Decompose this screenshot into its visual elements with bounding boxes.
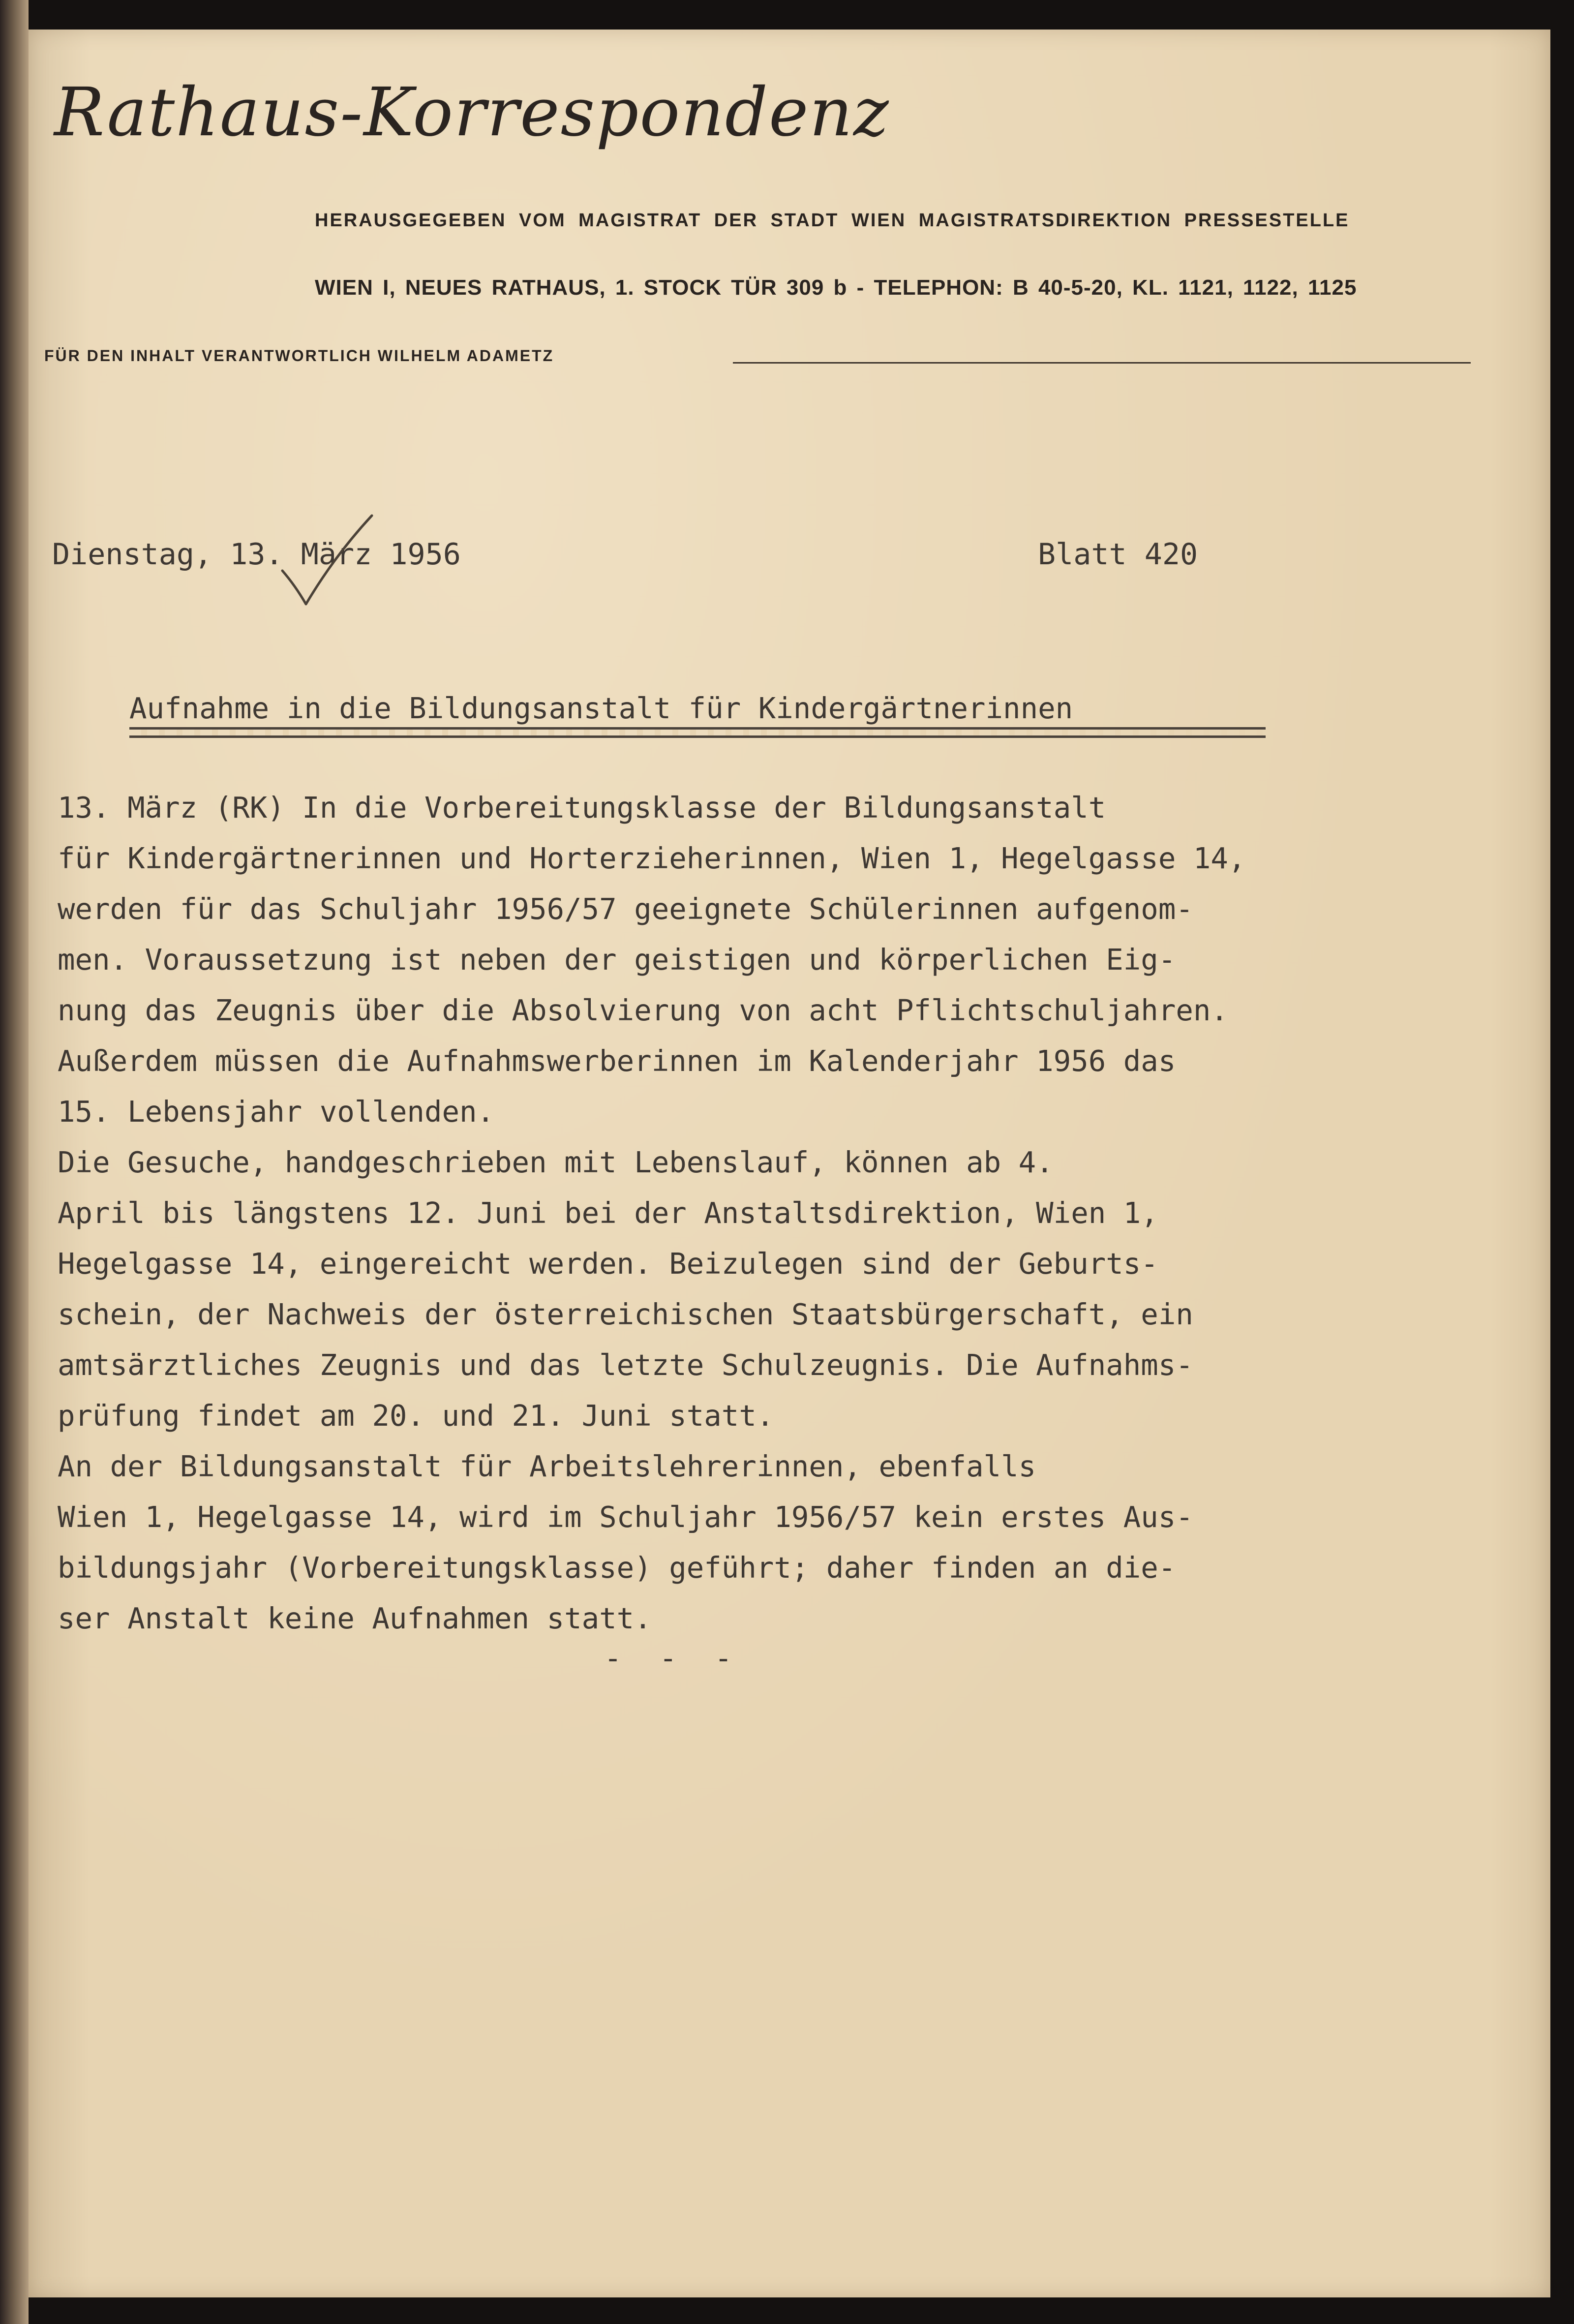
responsible-rule bbox=[733, 362, 1471, 364]
body-line: werden für das Schuljahr 1956/57 geeignete Schülerinnen aufgenom- bbox=[58, 892, 1193, 926]
date-line: Dienstag, 13. März 1956 bbox=[52, 537, 461, 572]
body-line: Wien 1, Hegelgasse 14, wird im Schuljahr 1956/57 kein erstes Aus- bbox=[58, 1500, 1193, 1534]
check-mark-icon bbox=[275, 512, 389, 615]
body-line: April bis längstens 12. Juni bei der Anstaltsdirektion, Wien 1, bbox=[58, 1196, 1158, 1230]
body-line: für Kindergärtnerinnen und Horterzieherinnen, Wien 1, Hegelgasse 14, bbox=[58, 841, 1246, 875]
body-line: An der Bildungsanstalt für Arbeitslehrerinnen, ebenfalls bbox=[58, 1449, 1036, 1483]
body-line: amtsärztliches Zeugnis und das letzte Schulzeugnis. Die Aufnahms- bbox=[58, 1348, 1193, 1382]
body-line: men. Voraussetzung ist neben der geistigen und körperlichen Eig- bbox=[58, 943, 1176, 977]
body-line: bildungsjahr (Vorbereitungsklasse) geführt; daher finden an die- bbox=[58, 1551, 1176, 1585]
body-line: Hegelgasse 14, eingereicht werden. Beizulegen sind der Geburts- bbox=[58, 1247, 1158, 1281]
body-line: ser Anstalt keine Aufnahmen statt. bbox=[58, 1601, 652, 1635]
headline-double-underline bbox=[129, 727, 1266, 738]
responsible-line: FÜR DEN INHALT VERANTWORTLICH WILHELM ADAMETZ bbox=[44, 347, 554, 365]
address-line: WIEN I, NEUES RATHAUS, 1. STOCK TÜR 309 b - TELEPHON: B 40-5-20, KL. 1121, 1122, 1125 bbox=[315, 275, 1357, 300]
body-line: Die Gesuche, handgeschrieben mit Lebenslauf, können ab 4. bbox=[58, 1145, 1054, 1179]
masthead-title: Rathaus-Korrespondenz bbox=[54, 74, 890, 152]
body-line: 13. März (RK) In die Vorbereitungsklasse der Bildungsanstalt bbox=[58, 791, 1106, 825]
closing-dashes: - - - bbox=[604, 1641, 742, 1676]
publisher-line: HERAUSGEGEBEN VOM MAGISTRAT DER STADT WIEN MAGISTRATSDIREKTION PRESSESTELLE bbox=[315, 210, 1350, 231]
body-line: schein, der Nachweis der österreichischen Staatsbürgerschaft, ein bbox=[58, 1297, 1193, 1331]
body-line: prüfung findet am 20. und 21. Juni statt. bbox=[58, 1399, 774, 1433]
sheet-number: Blatt 420 bbox=[1038, 537, 1198, 572]
article-headline: Aufnahme in die Bildungsanstalt für Kindergärtnerinnen bbox=[129, 691, 1073, 725]
body-line: Außerdem müssen die Aufnahmswerberinnen im Kalenderjahr 1956 das bbox=[58, 1044, 1176, 1078]
body-line: 15. Lebensjahr vollenden. bbox=[58, 1095, 495, 1129]
binding-spine bbox=[0, 0, 29, 2324]
responsible-row bbox=[44, 347, 1471, 376]
article-body bbox=[58, 782, 1484, 1644]
body-line: nung das Zeugnis über die Absolvierung von acht Pflichtschuljahren. bbox=[58, 993, 1228, 1027]
